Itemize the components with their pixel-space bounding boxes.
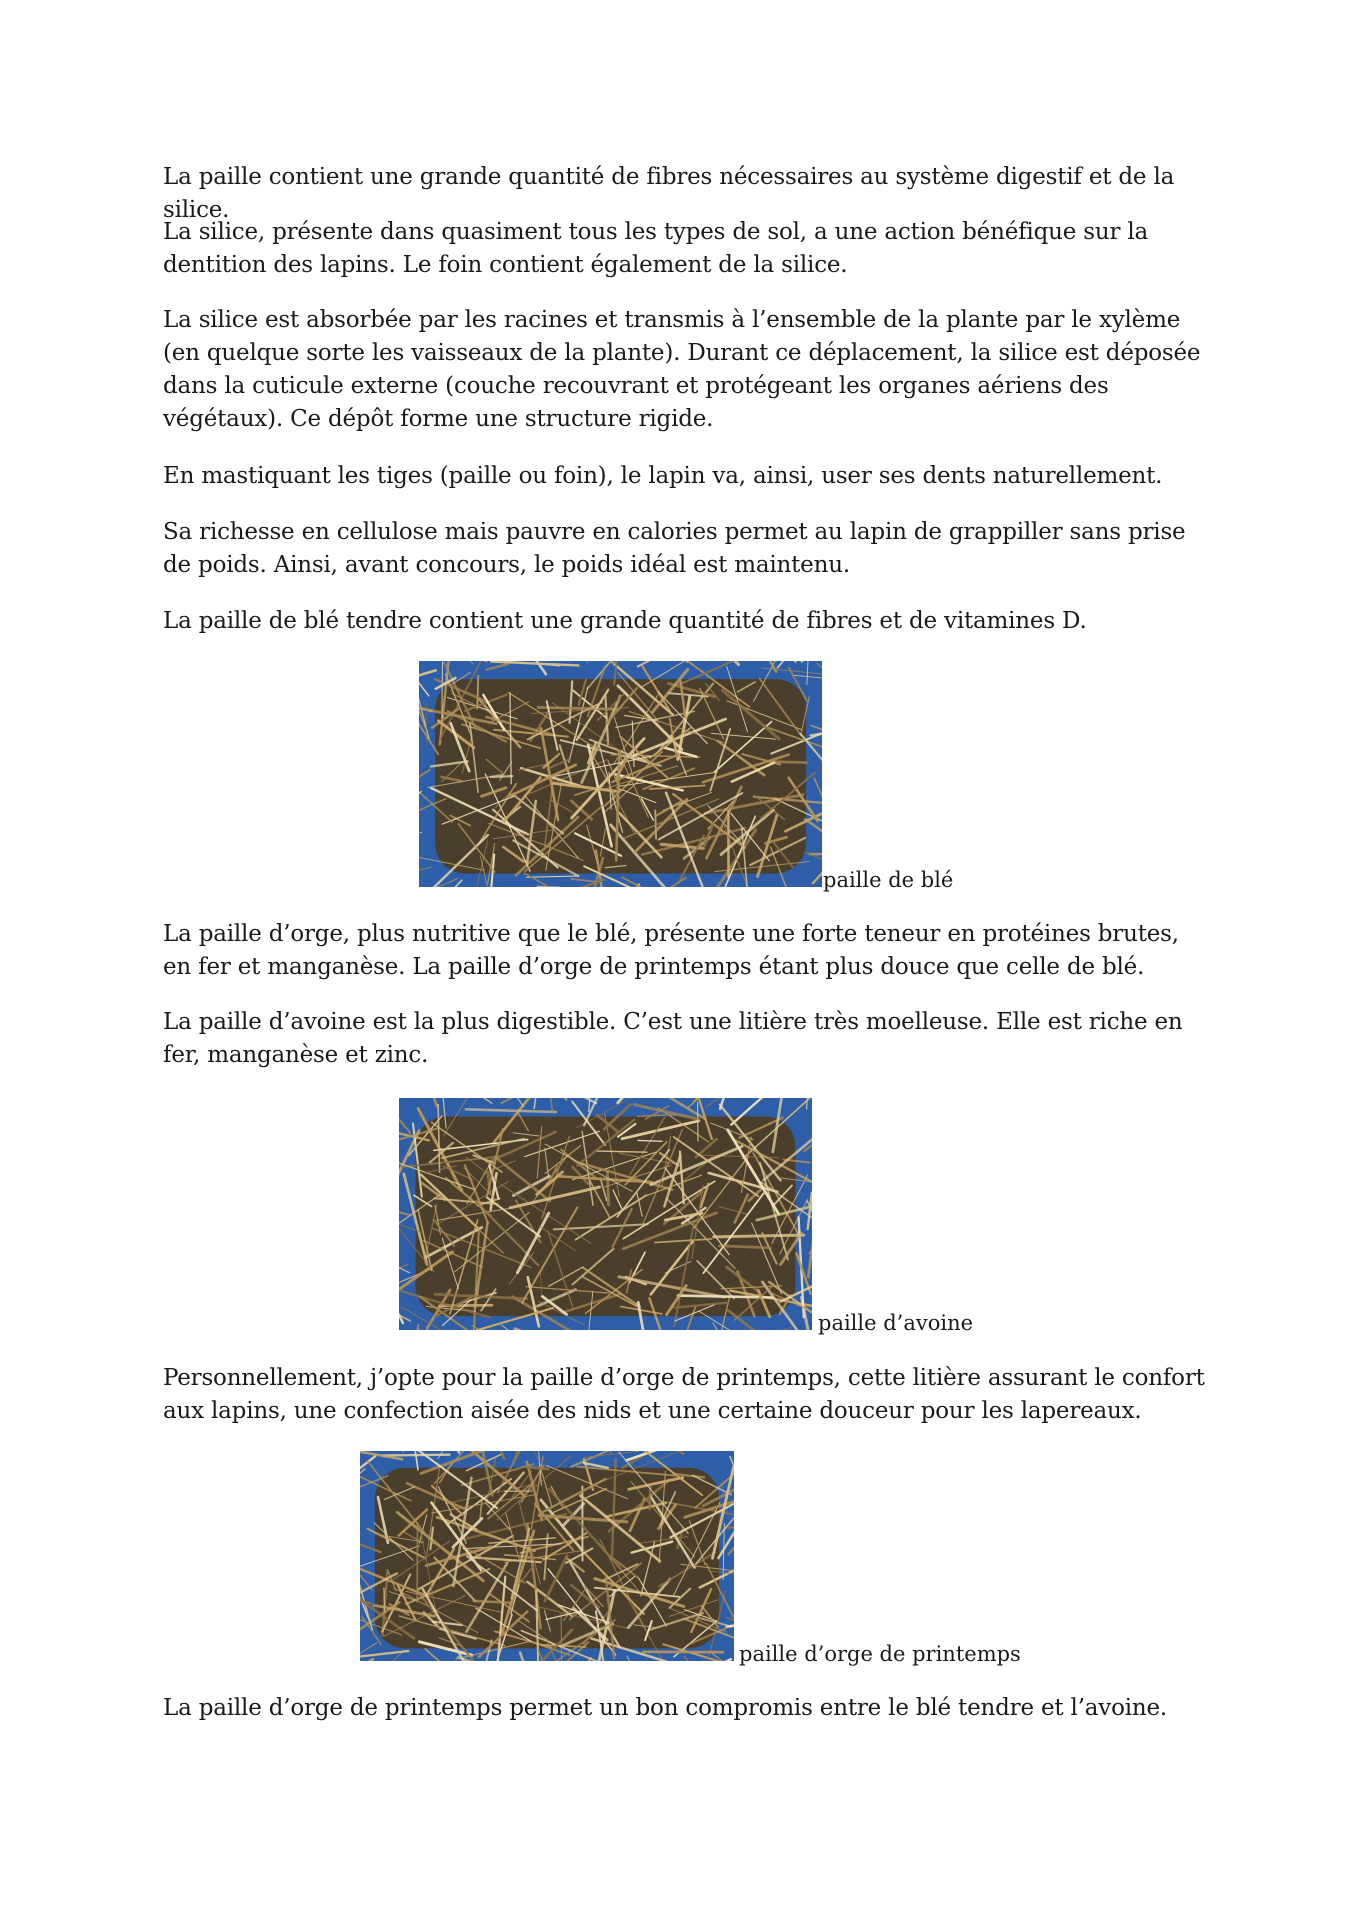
- figure-caption-oat: paille d’avoine: [818, 1311, 974, 1335]
- paragraph-8: La paille d’avoine est la plus digestible. C’est une litière très moelleuse. Elle est riche en fer, manganèse et zinc.: [163, 1009, 1183, 1068]
- paragraph-5: Sa richesse en cellulose mais pauvre en calories permet au lapin de grappiller sans prise de poids. Ainsi, avant concours, le poids idéal est maintenu.: [163, 519, 1186, 578]
- paragraph-2: La silice, présente dans quasiment tous les types de sol, a une action bénéfique sur la dentition des lapins. Le foin contient également de la silice.: [163, 219, 1149, 278]
- oat-straw-photo: [399, 1098, 812, 1330]
- paragraph-7: La paille d’orge, plus nutritive que le blé, présente une forte teneur en protéines brutes, en fer et manganèse. La paille d’orge de printemps étant plus douce que celle de blé.: [163, 921, 1179, 980]
- paragraph-4: En mastiquant les tiges (paille ou foin), le lapin va, ainsi, user ses dents naturellement.: [163, 463, 1163, 489]
- paragraph-9: Personnellement, j’opte pour la paille d’orge de printemps, cette litière assurant le confort aux lapins, une confection aisée des nids et une certaine douceur pour les lapereaux.: [163, 1365, 1205, 1424]
- spring-barley-straw-photo: [360, 1451, 734, 1661]
- figure-caption-wheat: paille de blé: [823, 868, 954, 892]
- paragraph-3: La silice est absorbée par les racines et transmis à l’ensemble de la plante par le xylème (en quelque sorte les vaisseaux de la plante). Durant ce déplacement, la silice est déposée dans la cuticule externe (couche recouvrant et protégeant les organes aériens des végétaux). Ce dépôt forme une structure rigide.: [163, 307, 1201, 432]
- paragraph-1: La paille contient une grande quantité de fibres nécessaires au système digestif et de la silice.: [163, 164, 1175, 223]
- figure-caption-barley: paille d’orge de printemps: [739, 1642, 1021, 1666]
- paragraph-6: La paille de blé tendre contient une grande quantité de fibres et de vitamines D.: [163, 608, 1087, 634]
- paragraph-10: La paille d’orge de printemps permet un bon compromis entre le blé tendre et l’avoine.: [163, 1695, 1168, 1721]
- wheat-straw-photo: [419, 661, 822, 887]
